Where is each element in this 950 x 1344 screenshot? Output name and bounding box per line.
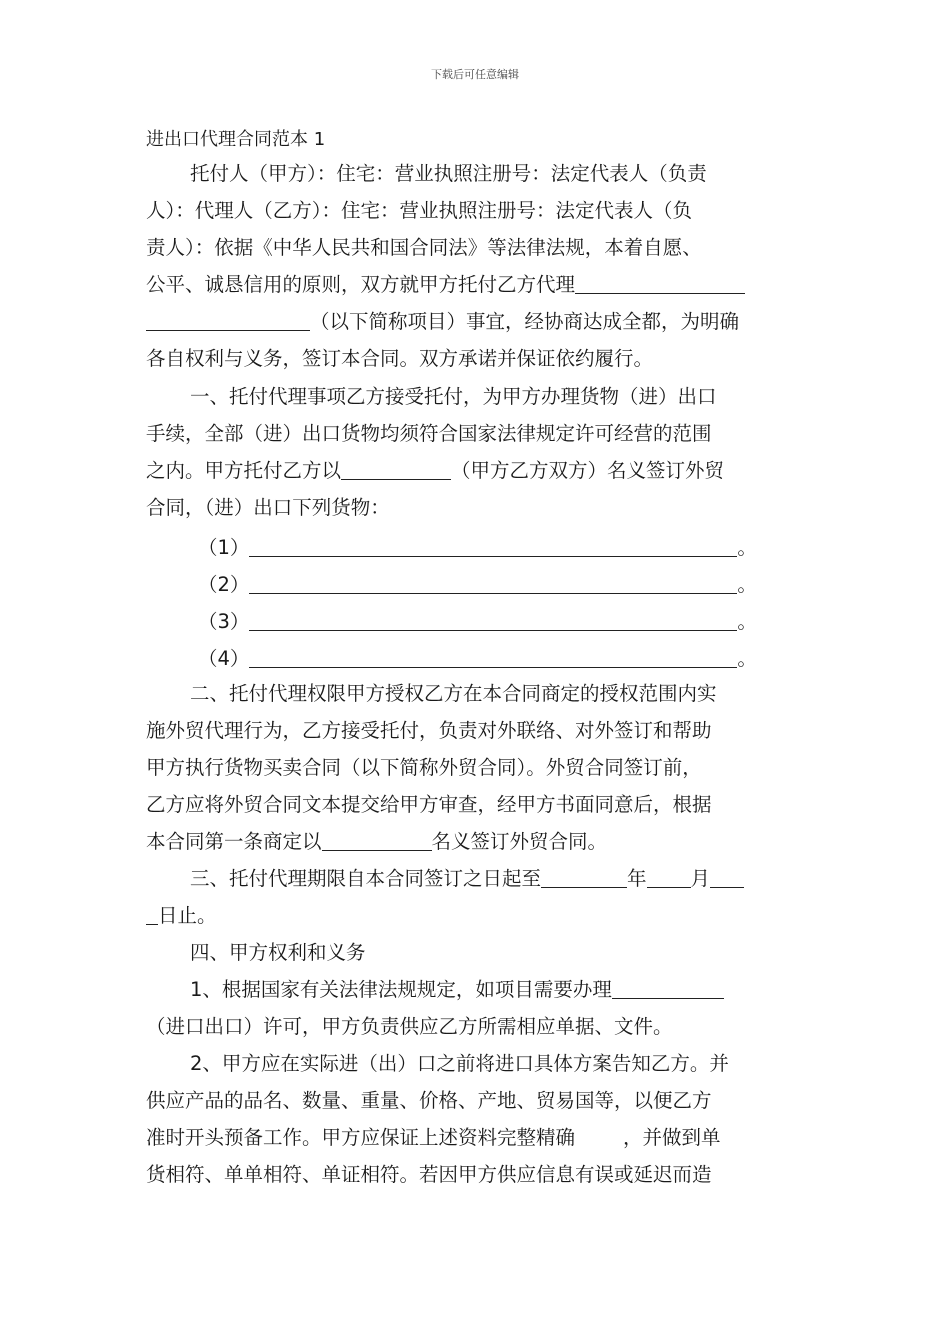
signing-party-blank xyxy=(341,460,451,480)
intro-line xyxy=(146,303,739,341)
section-line: 二、托付代理权限甲方授权乙方在本合同商定的授权范围内实 xyxy=(190,682,717,705)
year-label: 年 xyxy=(627,867,647,890)
clause-line-text: 1、根据国家有关法律法规规定，如项目需要办理 xyxy=(190,978,612,1001)
project-name-blank-cont xyxy=(146,311,310,331)
clause-line xyxy=(190,971,724,1009)
goods-item-blank xyxy=(249,611,737,631)
section-4-title: 四、甲方权利和义务 xyxy=(190,941,366,964)
section-line-text: 本合同第一条商定以 xyxy=(146,830,322,853)
intro-line: 各自权利与义务，签订本合同。双方承诺并保证依约履行。 xyxy=(146,347,654,370)
year-blank xyxy=(541,868,627,888)
intro-line: 责人）：依据《中华人民共和国合同法》等法律法规，本着自愿、 xyxy=(146,236,702,259)
goods-item-blank xyxy=(249,537,737,557)
clause-line-text: ，并做到单 xyxy=(623,1126,721,1149)
intro-line xyxy=(146,266,745,304)
goods-item-end: 。 xyxy=(737,536,757,559)
goods-item-end: 。 xyxy=(737,647,757,670)
section-2 xyxy=(146,675,806,865)
header-note: 下载后可任意编辑 xyxy=(431,68,519,81)
section-1 xyxy=(146,378,806,528)
goods-item-number: （2） xyxy=(198,573,250,596)
section-line-text: 之内。甲方托付乙方以 xyxy=(146,459,342,482)
goods-item-number: （1） xyxy=(198,536,250,559)
section-line: 一、托付代理事项乙方接受托付，为甲方办理货物（进）出口 xyxy=(190,385,717,408)
section-line xyxy=(190,860,744,898)
goods-item-number: （3） xyxy=(198,610,250,633)
day-blank-cont xyxy=(146,905,158,925)
month-label: 月 xyxy=(690,867,711,890)
day-end-text: 日止。 xyxy=(158,904,217,927)
intro-line-text: （以下简称项目）事宜，经协商达成全都，为明确 xyxy=(310,310,740,333)
goods-item-1 xyxy=(198,532,757,560)
section-line: 手续，全部（进）出口货物均须符合国家法律规定许可经营的范围 xyxy=(146,422,712,445)
section-line: 甲方执行货物买卖合同（以下简称外贸合同）。外贸合同签订前， xyxy=(146,756,702,779)
goods-item-2 xyxy=(198,569,757,597)
goods-item-blank xyxy=(249,648,737,668)
section-line: 合同，（进）出口下列货物： xyxy=(146,496,390,519)
goods-item-end: 。 xyxy=(737,573,757,596)
clause-2 xyxy=(146,1045,806,1235)
goods-item-number: （4） xyxy=(198,647,250,670)
signing-name-blank xyxy=(322,831,432,851)
clause-line: 2、甲方应在实际进（出）口之前将进口具体方案告知乙方。并 xyxy=(190,1052,729,1075)
day-blank xyxy=(710,868,744,888)
term-lead-text: 三、托付代理期限自本合同签订之日起至 xyxy=(190,867,542,890)
intro-line-text: 公平、诚恳信用的原则，双方就甲方托付乙方代理 xyxy=(146,273,576,296)
section-line-text: 名义签订外贸合同。 xyxy=(431,830,608,853)
clause-line: （进口出口）许可，甲方负责供应乙方所需相应单据、文件。 xyxy=(146,1015,673,1038)
clause-line: 供应产品的品名、数量、重量、价格、产地、贸易国等，以便乙方 xyxy=(146,1089,712,1112)
section-3 xyxy=(146,860,806,940)
goods-item-blank xyxy=(249,574,737,594)
section-line: 乙方应将外贸合同文本提交给甲方审查，经甲方书面同意后，根据 xyxy=(146,793,712,816)
section-line-text: （甲方乙方双方）名义签订外贸 xyxy=(451,459,725,482)
goods-item-end: 。 xyxy=(737,610,757,633)
clause-line xyxy=(146,1119,721,1157)
document-title: 进出口代理合同范本 1 xyxy=(146,129,326,150)
clause-line: 货相符、单单相符、单证相符。若因甲方供应信息有误或延迟而造 xyxy=(146,1163,712,1186)
section-line xyxy=(146,452,724,490)
intro-line: 人）：代理人（乙方）：住宅：营业执照注册号：法定代表人（负 xyxy=(146,199,693,222)
goods-item-4 xyxy=(198,643,757,671)
intro-paragraph xyxy=(146,155,806,385)
goods-item-3 xyxy=(198,606,757,634)
intro-line: 托付人（甲方）：住宅：营业执照注册号：法定代表人（负责 xyxy=(190,162,707,185)
section-4 xyxy=(146,934,806,974)
project-name-blank xyxy=(575,274,745,294)
permit-blank xyxy=(612,979,724,999)
section-line xyxy=(146,897,217,935)
clause-1 xyxy=(146,971,806,1051)
month-blank xyxy=(647,868,691,888)
clause-line-text: 准时开头预备工作。甲方应保证上述资料完整精确 xyxy=(146,1126,576,1149)
section-line: 施外贸代理行为，乙方接受托付，负责对外联络、对外签订和帮助 xyxy=(146,719,712,742)
section-line xyxy=(146,823,607,861)
